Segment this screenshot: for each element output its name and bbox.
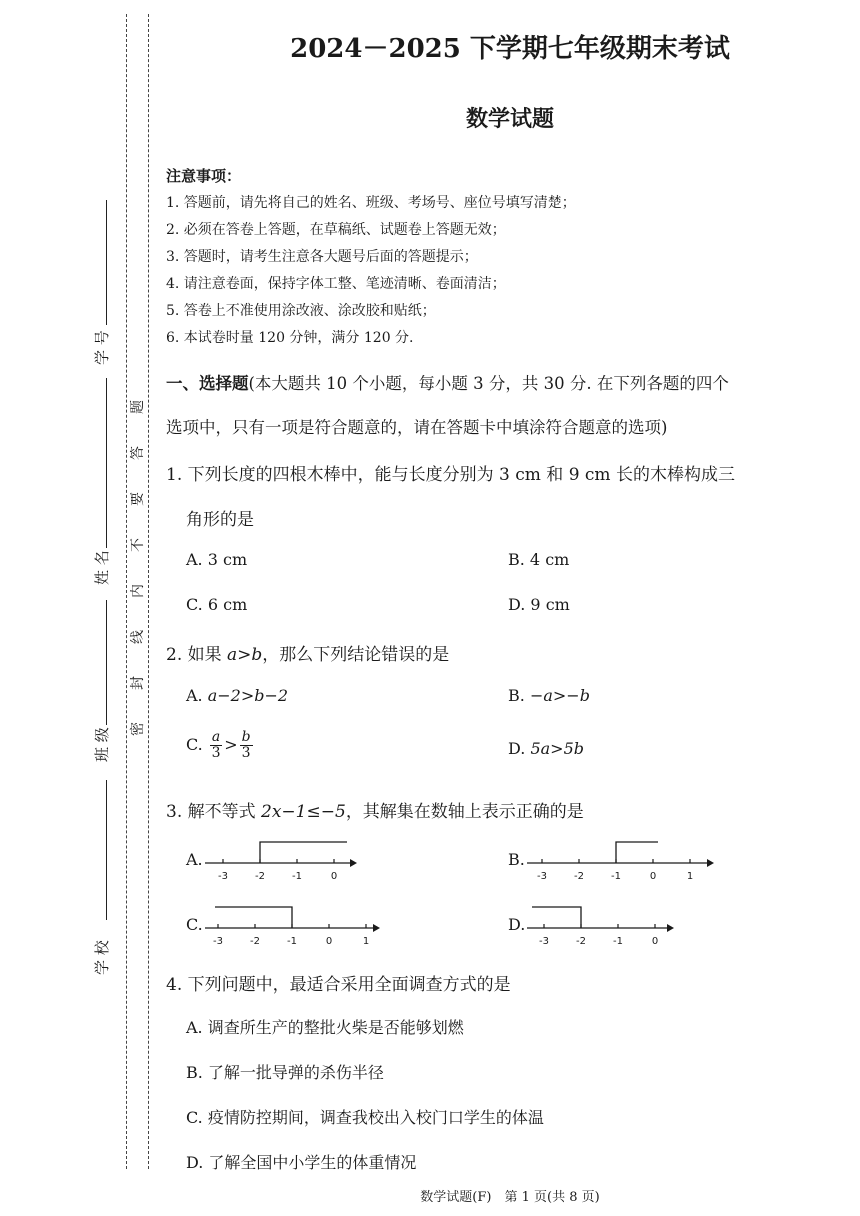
q3-number-line-d <box>527 903 677 949</box>
q3-option-c-label: C. <box>186 915 203 934</box>
notes-heading: 注意事项： <box>166 167 242 185</box>
q4-option-b: B. 了解一批导弹的杀伤半径 <box>186 1063 384 1082</box>
q4-option-d: D. 了解全国中小学生的体重情况 <box>186 1153 417 1172</box>
q3-stem-math: 2x−1≤−5 <box>261 802 346 822</box>
q2-stem-math: a>b <box>227 645 263 665</box>
section-heading <box>166 370 729 394</box>
q3-stem <box>166 797 584 822</box>
name-label: 姓 名 <box>93 550 111 585</box>
binding-dashed-line-inner <box>148 14 149 1169</box>
q1-option-b: B. 4 cm <box>508 550 570 569</box>
q2-c-frac-2 <box>240 730 253 761</box>
school-label: 学 校 <box>93 940 111 975</box>
q2-d-label: D. <box>508 739 531 758</box>
tick-label: -3 <box>213 936 223 947</box>
q3-option-a-label: A. <box>186 850 203 869</box>
tick-label: 0 <box>649 871 657 882</box>
q2-option-a <box>186 686 288 705</box>
q2-c-den2: 3 <box>241 745 251 761</box>
note-item: 5. 答卷上不准使用涂改液、涂改胶和贴纸； <box>166 303 436 319</box>
id-label: 学 号 <box>93 330 111 365</box>
q3-stem-pre: 3. 解不等式 <box>166 802 262 822</box>
tick-label: -2 <box>250 936 260 947</box>
class-blank[interactable] <box>106 600 107 725</box>
note-item: 3. 答题时，请考生注意各大题号后面的答题提示； <box>166 249 478 265</box>
q2-b-label: B. <box>508 686 530 705</box>
q2-c-gt: > <box>224 735 238 754</box>
exam-subtitle: 数学试题 <box>465 106 554 132</box>
tick-label: -1 <box>292 871 302 882</box>
seal-char: 密 <box>130 722 146 736</box>
q4-option-a: A. 调查所生产的整批火柴是否能够划燃 <box>186 1018 464 1037</box>
note-item: 2. 必须在答卷上答题，在草稿纸、试题卷上答题无效； <box>166 222 506 238</box>
seal-char: 答 <box>130 446 146 460</box>
note-item: 6. 本试卷时量 120 分钟，满分 120 分. <box>166 330 414 346</box>
q1-option-c: C. 6 cm <box>186 595 248 614</box>
q2-option-b <box>508 686 590 705</box>
q2-a-math: a−2>b−2 <box>207 686 289 705</box>
q2-c-label: C. <box>186 735 208 754</box>
q2-c-num2: b <box>241 729 251 745</box>
tick-label: 0 <box>325 936 333 947</box>
seal-char: 题 <box>130 400 146 414</box>
tick-label: -3 <box>218 871 228 882</box>
tick-label: 0 <box>330 871 338 882</box>
q4-stem: 4. 下列问题中，最适合采用全面调查方式的是 <box>166 975 511 995</box>
seal-char: 不 <box>130 538 146 552</box>
q3-number-line-b <box>527 838 717 884</box>
q2-c-den1: 3 <box>211 745 221 761</box>
seal-char: 要 <box>130 492 146 506</box>
page-footer: 数学试题(F) 第 1 页(共 8 页) <box>420 1190 600 1205</box>
tick-label: -2 <box>576 936 586 947</box>
binding-dashed-line-outer <box>126 14 127 1169</box>
q2-stem-pre: 2. 如果 <box>166 645 228 665</box>
seal-notice <box>131 400 145 768</box>
q1-option-d: D. 9 cm <box>508 595 570 614</box>
tick-label: -3 <box>537 871 547 882</box>
q3-number-line-a <box>205 838 355 884</box>
tick-label: -1 <box>287 936 297 947</box>
seal-char: 线 <box>130 630 146 644</box>
q3-number-line-c <box>205 903 380 949</box>
q2-b-math: −a>−b <box>529 686 590 705</box>
q1-stem-line1: 1. 下列长度的四根木棒中，能与长度分别为 3 cm 和 9 cm 长的木棒构成三 <box>166 465 735 485</box>
q1-stem-line2: 角形的是 <box>186 510 254 530</box>
q2-c-frac-1 <box>210 730 222 761</box>
tick-label: -1 <box>613 936 623 947</box>
q2-stem <box>166 640 449 665</box>
tick-label: -2 <box>574 871 584 882</box>
tick-label: 0 <box>651 936 659 947</box>
tick-label: -2 <box>255 871 265 882</box>
school-blank[interactable] <box>106 780 107 920</box>
q2-stem-post: ，那么下列结论错误的是 <box>262 645 450 665</box>
note-item: 1. 答题前，请先将自己的姓名、班级、考场号、座位号填写清楚； <box>166 195 576 211</box>
exam-title: 2024－2025 下学期七年级期末考试 <box>290 34 730 64</box>
name-blank[interactable] <box>106 378 107 548</box>
section-desc-line1: (本大题共 10 个小题，每小题 3 分，共 30 分. 在下列各题的四个 <box>248 374 729 393</box>
tick-label: -1 <box>611 871 621 882</box>
tick-label: -3 <box>539 936 549 947</box>
q2-d-math: 5a>5b <box>530 739 584 758</box>
q3-stem-post: ，其解集在数轴上表示正确的是 <box>345 802 584 822</box>
q2-option-c <box>186 730 255 761</box>
q4-option-c: C. 疫情防控期间，调查我校出入校门口学生的体温 <box>186 1108 544 1127</box>
tick-label: 1 <box>362 936 370 947</box>
id-blank[interactable] <box>106 200 107 325</box>
q2-option-d <box>508 739 584 758</box>
q3-option-b-label: B. <box>508 850 525 869</box>
section-title: 一、选择题 <box>166 374 249 393</box>
q1-option-a: A. 3 cm <box>186 550 248 569</box>
q2-c-num1: a <box>211 729 221 745</box>
note-item: 4. 请注意卷面，保持字体工整、笔迹清晰、卷面清洁； <box>166 276 506 292</box>
q2-a-label: A. <box>186 686 208 705</box>
tick-label: 1 <box>686 871 694 882</box>
q3-option-d-label: D. <box>508 915 526 934</box>
seal-char: 封 <box>130 676 146 690</box>
seal-char: 内 <box>130 584 146 598</box>
section-desc-line2: 选项中，只有一项是符合题意的，请在答题卡中填涂符合题意的选项) <box>166 418 668 437</box>
class-label: 班 级 <box>93 727 111 762</box>
